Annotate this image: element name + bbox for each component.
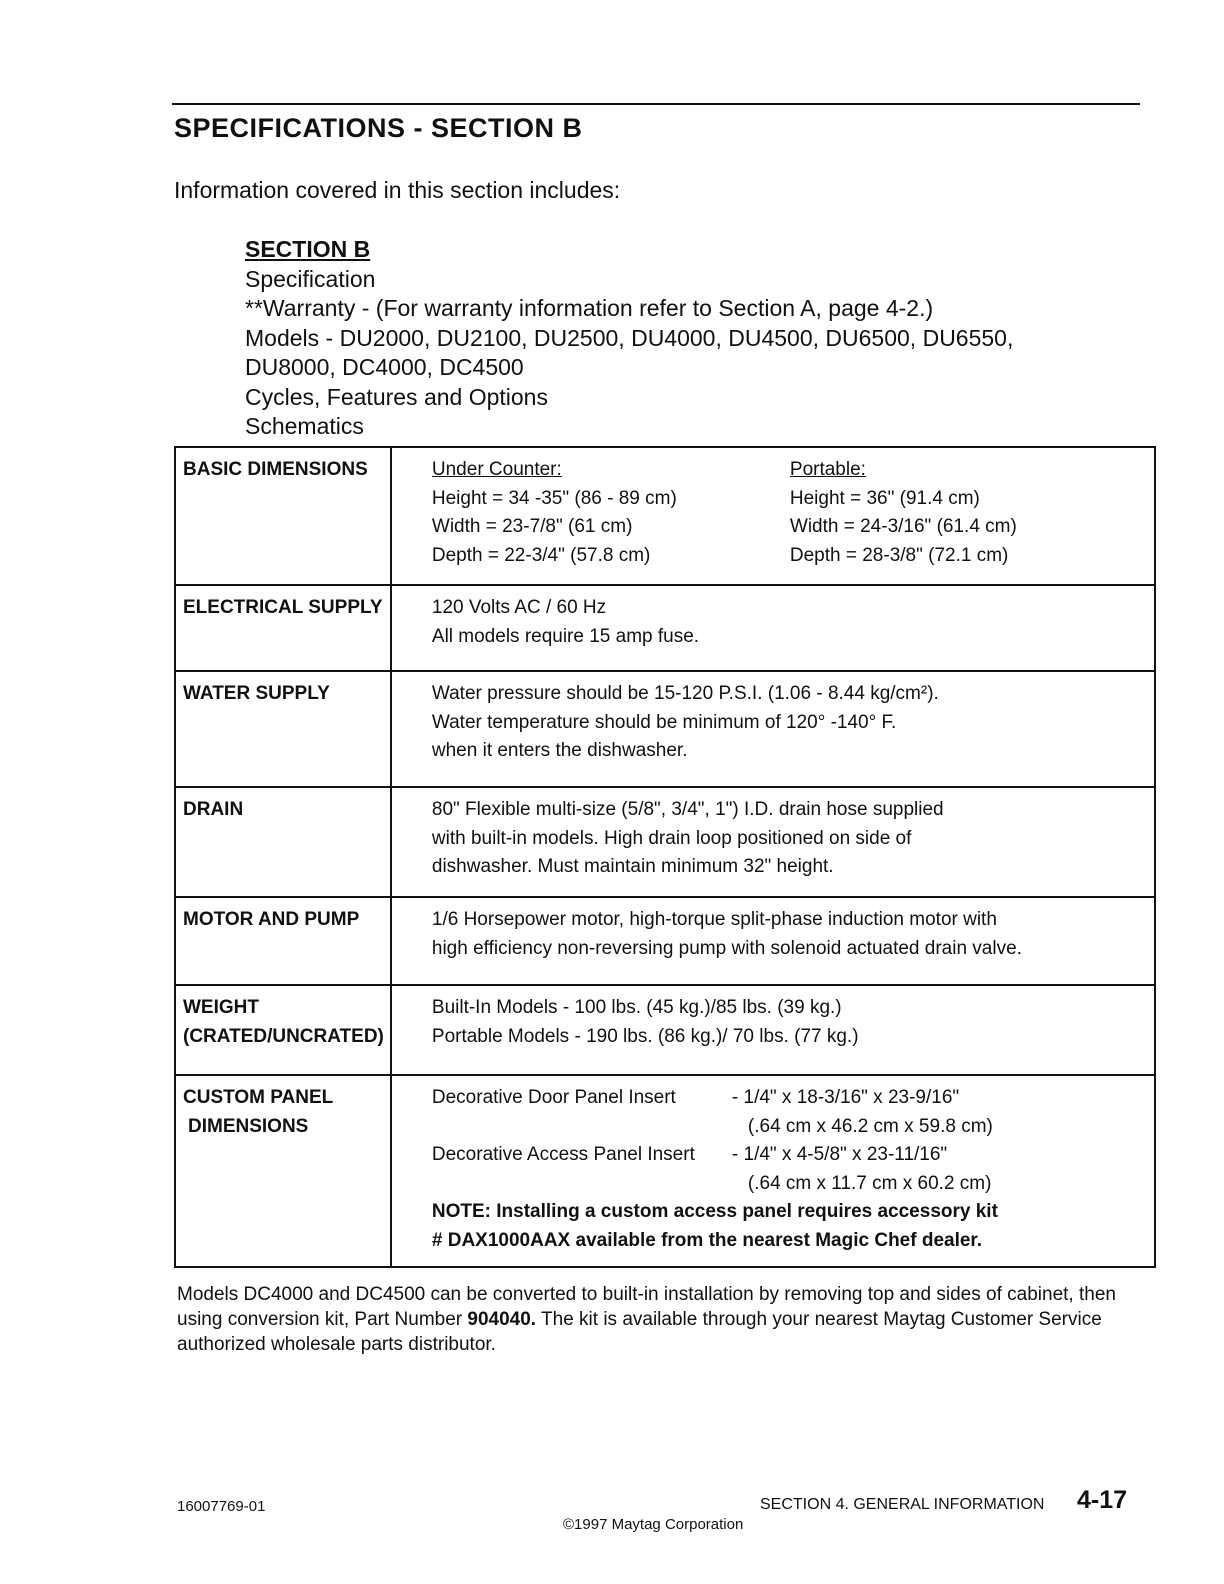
document-number: 16007769-01 [177, 1498, 266, 1515]
conversion-text-end: The kit is available through your nearest Maytag Customer Service authorized wholesale parts distributor. [177, 1309, 1102, 1355]
row-label: ELECTRICAL SUPPLY [175, 585, 391, 671]
access-panel-metric: (.64 cm x 11.7 cm x 60.2 cm) [747, 1172, 992, 1194]
toc-item: DU8000, DC4000, DC4500 [245, 354, 524, 380]
row-value [391, 671, 1155, 787]
toc-item: Schematics [245, 413, 364, 439]
conversion-text: Models DC4000 and DC4500 can be converted to built-in installation by removing top and sides of cabinet, then using conversion kit, Part Number [177, 1284, 1116, 1330]
specifications-table [174, 446, 1156, 1268]
row-label: BASIC DIMENSIONS [175, 447, 391, 585]
conversion-note [177, 1282, 1152, 1357]
value-line: All models require 15 amp fuse. [431, 625, 700, 647]
table-row [175, 787, 1155, 897]
dimension-line: Width = 24-3/16" (61.4 cm) [789, 516, 1017, 537]
toc-heading: SECTION B [245, 236, 371, 262]
value-line: high efficiency non-reversing pump with solenoid actuated drain valve. [431, 937, 1022, 959]
table-row [175, 1075, 1155, 1267]
value-line: Portable Models - 190 lbs. (86 kg.)/ 70 lbs. (77 kg.) [431, 1025, 859, 1047]
dimension-line: Height = 36" (91.4 cm) [789, 487, 980, 509]
value-line: when it enters the dishwasher. [431, 740, 688, 761]
value-line: Water pressure should be 15-120 P.S.I. (1.06 - 8.44 kg/cm²). [431, 683, 939, 704]
door-panel-metric: (.64 cm x 46.2 cm x 59.8 cm) [747, 1115, 993, 1137]
value-line: 1/6 Horsepower motor, high-torque split-phase induction motor with [431, 909, 997, 930]
row-value [391, 985, 1155, 1075]
toc-item: Models - DU2000, DU2100, DU2500, DU4000, DU4500, DU6500, DU6550, [245, 324, 1014, 351]
row-value [391, 787, 1155, 897]
intro-text: Information covered in this section includes: [174, 177, 621, 203]
access-panel-name: Decorative Access Panel Insert [431, 1144, 695, 1165]
table-row [175, 585, 1155, 671]
under-counter-title: Under Counter: [431, 459, 562, 480]
top-rule [172, 103, 1140, 105]
row-value [391, 585, 1155, 671]
dimension-line: Height = 34 -35" (86 - 89 cm) [431, 487, 677, 509]
value-line: dishwasher. Must maintain minimum 32" height. [431, 856, 834, 877]
dimension-line: Depth = 22-3/4" (57.8 cm) [431, 544, 651, 566]
basic-dimensions-value [391, 447, 1155, 585]
row-label [175, 985, 391, 1075]
under-counter-column [432, 456, 790, 570]
value-line: Water temperature should be minimum of 120° -140° F. [431, 711, 897, 733]
table-row [175, 897, 1155, 985]
footer-section-label: SECTION 4. GENERAL INFORMATION [760, 1496, 1045, 1513]
table-row [175, 447, 1155, 585]
portable-title: Portable: [789, 459, 866, 480]
page-title: SPECIFICATIONS - SECTION B [174, 113, 583, 143]
label-line: WEIGHT [183, 997, 259, 1018]
toc-item: Specification [245, 265, 376, 292]
dimension-line: Depth = 28-3/8" (72.1 cm) [789, 544, 1009, 566]
part-number: 904040. [467, 1309, 537, 1330]
table-row [175, 985, 1155, 1075]
row-label: MOTOR AND PUMP [175, 897, 391, 985]
door-panel-inch: - 1/4" x 18-3/16" x 23-9/16" [731, 1087, 960, 1108]
dimension-line: Width = 23-7/8" (61 cm) [431, 516, 633, 537]
toc-item: **Warranty - (For warranty information refer to Section A, page 4-2.) [245, 295, 934, 321]
page-number: 4-17 [1077, 1486, 1128, 1514]
toc-item: Cycles, Features and Options [245, 383, 548, 410]
section-contents [245, 235, 1013, 442]
copyright: ©1997 Maytag Corporation [563, 1516, 744, 1533]
label-line: (CRATED/UNCRATED) [183, 1025, 384, 1047]
value-line: with built-in models. High drain loop positioned on side of [431, 827, 912, 849]
row-label: DRAIN [175, 787, 391, 897]
table-row [175, 671, 1155, 787]
row-value [391, 897, 1155, 985]
label-line: DIMENSIONS [188, 1115, 309, 1137]
row-value [391, 1075, 1155, 1267]
row-label: WATER SUPPLY [175, 671, 391, 787]
value-line: 120 Volts AC / 60 Hz [431, 597, 607, 618]
access-panel-inch: - 1/4" x 4-5/8" x 23-11/16" [731, 1144, 948, 1165]
note-line: # DAX1000AAX available from the nearest Magic Chef dealer. [431, 1229, 983, 1251]
row-label [175, 1075, 391, 1267]
note-line: NOTE: Installing a custom access panel requires accessory kit [431, 1201, 998, 1222]
value-line: Built-In Models - 100 lbs. (45 kg.)/85 lbs. (39 kg.) [431, 997, 842, 1018]
door-panel-name: Decorative Door Panel Insert [431, 1087, 676, 1108]
label-line: CUSTOM PANEL [183, 1087, 334, 1108]
portable-column [790, 456, 1148, 570]
value-line: 80" Flexible multi-size (5/8", 3/4", 1") I.D. drain hose supplied [431, 799, 944, 820]
